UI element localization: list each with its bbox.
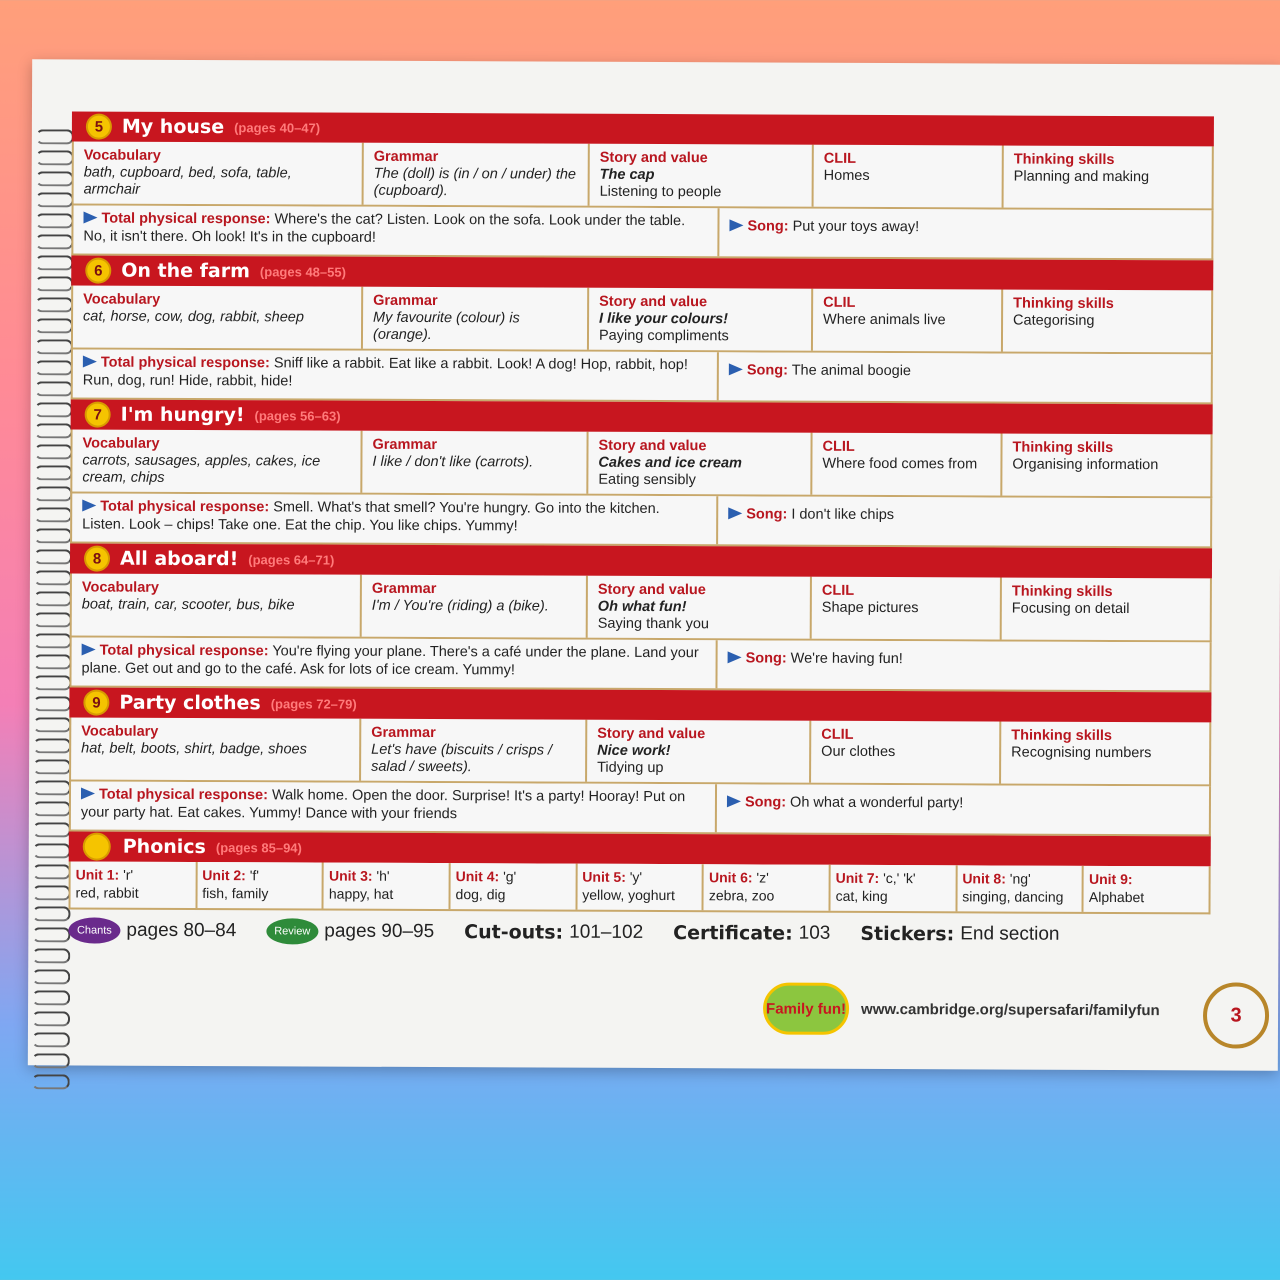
phonics-unit: Unit 4:	[455, 868, 500, 885]
spiral-ring	[34, 507, 72, 522]
phonics-row	[68, 861, 1210, 914]
phonics-sound: 'ng'	[1005, 870, 1031, 887]
flag-icon	[727, 795, 741, 807]
story-title: I like your colours!	[599, 310, 729, 328]
spiral-ring	[34, 444, 72, 459]
grammar-cell	[364, 143, 590, 206]
tpr-cell	[72, 493, 718, 544]
unit-title: My house	[121, 115, 225, 139]
flag-icon	[729, 219, 743, 231]
phonics-words: Alphabet	[1088, 888, 1145, 906]
song-title: I don't like chips	[791, 506, 895, 524]
thinking-skills-cell	[1002, 434, 1210, 497]
unit-details-row	[70, 429, 1212, 498]
tpr-text: Sniff like a rabbit. Eat like a rabbit. Look! A dog! Hop, rabbit, hop! Run, dog, run! Hide, rabbit, hide!	[82, 355, 688, 390]
story-label: Story and value	[597, 725, 706, 743]
tpr-cell	[71, 637, 717, 688]
phonics-cell	[71, 861, 198, 908]
vocabulary-label: Vocabulary	[82, 435, 160, 452]
grammar-label: Grammar	[373, 292, 438, 310]
phonics-cell	[831, 865, 958, 912]
song-label: Song:	[745, 650, 787, 667]
chants-pages: pages 80–84	[126, 919, 237, 942]
unit-section	[70, 399, 1213, 548]
vocabulary-label: Vocabulary	[83, 147, 161, 164]
spiral-ring	[34, 591, 72, 606]
tpr-song-row	[71, 349, 1213, 404]
stickers-label: Stickers:	[860, 922, 955, 946]
vocabulary-cell	[74, 141, 364, 204]
unit-section	[71, 111, 1214, 260]
spiral-ring	[36, 192, 74, 207]
unit-section	[69, 687, 1212, 836]
grammar-label: Grammar	[371, 724, 436, 742]
grammar-label: Grammar	[372, 436, 438, 454]
vocabulary-text: bath, cupboard, bed, sofa, table, armchair	[83, 164, 292, 198]
vocabulary-text: boat, train, car, scooter, bus, bike	[81, 596, 295, 614]
stickers-text: End section	[960, 923, 1060, 945]
family-fun-footer	[763, 982, 1160, 1036]
phonics-sound: 'y'	[625, 868, 643, 885]
unit-pages: (pages 72–79)	[270, 695, 357, 712]
phonics-words: happy, hat	[328, 885, 394, 902]
clil-cell	[812, 433, 1002, 496]
phonics-cell	[451, 863, 578, 910]
flag-icon	[82, 643, 96, 655]
thinking-skills-label: Thinking skills	[1013, 151, 1115, 169]
story-cell	[588, 432, 812, 495]
unit-title: All aboard!	[119, 547, 239, 571]
unit-title: Party clothes	[119, 691, 261, 715]
thinking-skills-cell	[1004, 146, 1212, 209]
song-cell	[717, 784, 1209, 834]
unit-title: I'm hungry!	[120, 403, 245, 427]
flag-icon	[83, 356, 97, 368]
tpr-song-row	[69, 637, 1211, 692]
spiral-ring	[35, 423, 73, 438]
phonics-words: red, rabbit	[75, 884, 139, 901]
tpr-label: Total physical response:	[101, 210, 271, 228]
unit-pages: (pages 40–47)	[234, 119, 321, 136]
spiral-ring	[33, 822, 71, 837]
tpr-text: You're flying your plane. There's a café under the plane. Land your plane. Get out and go to the café. Ask for lots of ice cream. Yummy!	[81, 643, 699, 679]
spiral-ring	[33, 696, 71, 711]
phonics-cell	[957, 865, 1084, 912]
phonics-header	[69, 831, 1211, 866]
clil-label: CLIL	[821, 582, 855, 599]
unit-number-badge: 8	[84, 546, 110, 572]
vocabulary-cell	[73, 285, 363, 348]
song-title: Put your toys away!	[792, 218, 920, 236]
clil-label: CLIL	[823, 294, 856, 311]
phonics-words: fish, family	[202, 885, 269, 902]
song-cell	[719, 208, 1211, 258]
song-title: We're having fun!	[790, 650, 903, 668]
unit-header	[71, 399, 1213, 434]
story-cell	[589, 288, 813, 351]
vocabulary-text: hat, belt, boots, shirt, badge, shoes	[81, 740, 307, 758]
phonics-words: yellow, yoghurt	[582, 886, 675, 904]
flag-icon	[728, 507, 742, 519]
song-label: Song:	[746, 362, 788, 379]
units-table	[68, 111, 1214, 948]
vocabulary-label: Vocabulary	[81, 579, 160, 596]
story-title: The cap	[599, 166, 655, 183]
story-value: Eating sensibly	[598, 471, 696, 489]
story-value: Saying thank you	[597, 615, 710, 633]
spiral-ring	[33, 717, 71, 732]
phonics-unit: Unit 9:	[1088, 870, 1133, 888]
phonics-sound: 'z'	[752, 869, 769, 886]
spiral-ring	[34, 570, 72, 585]
vocabulary-cell	[72, 573, 362, 636]
clil-label: CLIL	[823, 150, 857, 167]
phonics-words: dog, dig	[455, 886, 506, 903]
phonics-unit: Unit 2:	[202, 867, 246, 884]
unit-header	[71, 255, 1213, 290]
spiral-ring	[33, 738, 71, 753]
cutouts-label: Cut-outs:	[464, 921, 564, 944]
vocabulary-cell	[71, 717, 361, 780]
spiral-ring	[34, 465, 72, 480]
spiral-ring	[35, 297, 73, 312]
unit-header	[72, 111, 1214, 146]
unit-section	[69, 543, 1212, 692]
unit-details-row	[72, 141, 1214, 210]
certificate-page: 103	[798, 922, 831, 944]
song-cell	[717, 640, 1209, 690]
tpr-label: Total physical response:	[98, 786, 268, 804]
phonics-words: cat, king	[835, 887, 888, 905]
spiral-ring	[35, 318, 73, 333]
clil-label: CLIL	[822, 438, 855, 455]
tpr-song-row	[71, 205, 1213, 260]
thinking-skills-label: Thinking skills	[1012, 439, 1114, 456]
spiral-ring	[32, 1032, 70, 1047]
clil-text: Shape pictures	[821, 599, 919, 617]
tpr-song-row	[69, 781, 1211, 836]
tpr-label: Total physical response:	[100, 498, 270, 516]
spiral-ring	[34, 633, 72, 648]
review-badge: Review	[266, 918, 318, 944]
page-number: 3	[1203, 982, 1269, 1048]
phonics-unit: Unit 5:	[582, 868, 626, 885]
phonics-unit: Unit 7:	[835, 869, 880, 886]
phonics-pages: (pages 85–94)	[215, 839, 302, 855]
clil-text: Our clothes	[821, 743, 896, 761]
spiral-ring	[34, 528, 72, 543]
grammar-label: Grammar	[371, 580, 437, 598]
story-label: Story and value	[598, 437, 707, 455]
phonics-unit: Unit 6:	[708, 869, 753, 886]
story-cell	[587, 720, 811, 783]
thinking-skills-text: Categorising	[1013, 312, 1095, 329]
spiral-ring	[35, 255, 73, 270]
song-title: The animal boogie	[791, 362, 912, 380]
grammar-text: Let's have (biscuits / crisps / salad / sweets).	[371, 741, 553, 776]
story-value: Paying compliments	[598, 327, 729, 345]
spiral-ring	[36, 171, 74, 186]
tpr-label: Total physical response:	[100, 354, 270, 372]
song-cell	[718, 496, 1210, 546]
family-fun-badge: Family fun!	[763, 982, 849, 1034]
unit-details-row	[70, 573, 1212, 642]
grammar-text: I like / don't like (carrots).	[372, 453, 534, 471]
phonics-sound: 'h'	[372, 867, 390, 884]
website-link[interactable]: www.cambridge.org/supersafari/familyfun	[861, 1000, 1160, 1019]
tpr-label: Total physical response:	[99, 642, 269, 660]
grammar-cell	[362, 575, 588, 638]
spiral-ring	[35, 339, 73, 354]
flag-icon	[82, 500, 96, 512]
clil-label: CLIL	[821, 726, 854, 743]
spiral-ring	[36, 150, 74, 165]
grammar-cell	[363, 287, 589, 350]
song-label: Song:	[744, 794, 787, 811]
spiral-ring	[35, 234, 73, 249]
phonics-sound: 'g'	[499, 868, 517, 885]
spiral-ring	[32, 1011, 70, 1026]
phonics-cell	[324, 863, 451, 910]
tpr-text: Smell. What's that smell? You're hungry. Go into the kitchen. Listen. Look – chips! Take one. Eat the chip. You like chips. Yummy!	[82, 499, 660, 535]
grammar-label: Grammar	[373, 148, 439, 166]
spiral-ring	[34, 654, 72, 669]
song-title: Oh what a wonderful party!	[790, 794, 964, 812]
phonics-cell	[1084, 866, 1209, 913]
spiral-ring	[35, 276, 73, 291]
story-cell	[588, 576, 812, 639]
clil-text: Where animals live	[823, 311, 946, 329]
story-label: Story and value	[599, 149, 708, 167]
chants-badge: Chants	[68, 917, 120, 943]
spiral-ring	[32, 948, 70, 963]
unit-pages: (pages 48–55)	[259, 263, 346, 280]
grammar-text: My favourite (colour) is (orange).	[372, 309, 520, 344]
story-title: Cakes and ice cream	[598, 454, 742, 472]
phonics-title: Phonics	[122, 835, 206, 859]
clil-text: Where food comes from	[822, 455, 978, 473]
flag-icon	[81, 787, 95, 799]
clil-text: Homes	[823, 167, 870, 184]
spiral-binding	[28, 129, 76, 1119]
flag-icon	[728, 651, 742, 663]
flag-icon	[729, 363, 743, 375]
story-title: Nice work!	[597, 742, 671, 760]
vocabulary-text: cat, horse, cow, dog, rabbit, sheep	[83, 308, 304, 326]
spiral-ring	[33, 843, 71, 858]
review-pages: pages 90–95	[324, 920, 435, 943]
spiral-ring	[32, 906, 70, 921]
phonics-unit: Unit 3:	[328, 867, 373, 884]
story-value: Listening to people	[599, 183, 722, 201]
phonics-unit: Unit 1:	[75, 866, 120, 883]
unit-number-badge: 7	[85, 402, 111, 428]
story-title: Oh what fun!	[597, 598, 687, 616]
tpr-text: Walk home. Open the door. Surprise! It's a party! Hooray! Put on your party hat. Eat cakes. Yummy! Dance with your friends	[80, 787, 686, 823]
phonics-cell	[197, 862, 324, 909]
thinking-skills-cell	[1002, 578, 1210, 641]
vocabulary-text: carrots, sausages, apples, cakes, ice cream, chips	[82, 452, 321, 486]
certificate-label: Certificate:	[673, 922, 793, 945]
vocabulary-cell	[72, 429, 362, 492]
unit-number-badge: 5	[86, 114, 112, 140]
tpr-cell	[73, 349, 719, 400]
phonics-words: zebra, zoo	[708, 887, 775, 904]
vocabulary-label: Vocabulary	[81, 723, 159, 740]
spiral-ring	[32, 1074, 70, 1089]
thinking-skills-text: Focusing on detail	[1011, 600, 1130, 618]
phonics-unit: Unit 8:	[962, 870, 1006, 887]
thinking-skills-label: Thinking skills	[1011, 583, 1113, 600]
spiral-ring	[35, 213, 73, 228]
grammar-cell	[361, 719, 587, 782]
vocabulary-label: Vocabulary	[83, 291, 161, 308]
thinking-skills-text: Recognising numbers	[1011, 744, 1152, 762]
spiral-ring	[34, 612, 72, 627]
spiral-ring	[33, 801, 71, 816]
song-label: Song:	[746, 506, 788, 523]
spiral-ring	[33, 885, 71, 900]
phonics-cell	[704, 864, 831, 911]
spiral-ring	[32, 969, 70, 984]
tpr-cell	[71, 781, 717, 832]
unit-title: On the farm	[121, 259, 250, 283]
workbook-page	[28, 59, 1280, 1070]
spiral-ring	[35, 381, 73, 396]
clil-cell	[812, 577, 1002, 640]
thinking-skills-text: Planning and making	[1013, 168, 1150, 186]
tpr-song-row	[70, 493, 1212, 548]
resources-line	[68, 917, 1210, 948]
story-label: Story and value	[597, 581, 706, 599]
thinking-skills-cell	[1001, 722, 1209, 785]
tpr-cell	[73, 205, 719, 256]
story-label: Story and value	[599, 293, 708, 311]
phonics-cell	[577, 864, 704, 911]
unit-header	[69, 687, 1211, 722]
spiral-ring	[34, 486, 72, 501]
spiral-ring	[35, 360, 73, 375]
phonics-sound: 'f'	[245, 867, 260, 884]
spiral-ring	[33, 864, 71, 879]
story-value: Tidying up	[597, 759, 664, 777]
unit-pages: (pages 64–71)	[248, 551, 335, 568]
thinking-skills-cell	[1003, 290, 1211, 353]
thinking-skills-text: Organising information	[1012, 456, 1159, 474]
thinking-skills-label: Thinking skills	[1011, 727, 1113, 744]
unit-number-badge: 9	[83, 690, 109, 716]
story-cell	[590, 144, 814, 207]
phonics-badge	[83, 833, 111, 861]
grammar-text: The (doll) is (in / on / under) the (cupboard).	[373, 165, 577, 200]
unit-number-badge: 6	[85, 258, 111, 284]
unit-details-row	[71, 285, 1213, 354]
spiral-ring	[35, 402, 73, 417]
phonics-sound: 'c,' 'k'	[879, 869, 916, 887]
flag-icon	[83, 212, 97, 224]
spiral-ring	[33, 759, 71, 774]
thinking-skills-label: Thinking skills	[1013, 295, 1114, 312]
spiral-ring	[36, 129, 74, 144]
grammar-text: I'm / You're (riding) a (bike).	[371, 597, 549, 615]
spiral-ring	[33, 780, 71, 795]
song-label: Song:	[747, 218, 789, 235]
spiral-ring	[32, 1053, 70, 1068]
spiral-ring	[33, 675, 71, 690]
unit-header	[70, 543, 1212, 578]
tpr-text: Where's the cat? Listen. Look on the sofa. Look under the table. No, it isn't there. Oh look! It's in the cupboard!	[83, 211, 686, 246]
clil-cell	[814, 145, 1004, 208]
unit-pages: (pages 56–63)	[254, 407, 341, 424]
grammar-cell	[362, 431, 588, 494]
cutouts-pages: 101–102	[569, 921, 644, 943]
spiral-ring	[34, 549, 72, 564]
song-cell	[719, 352, 1211, 402]
clil-cell	[813, 289, 1003, 352]
spiral-ring	[32, 927, 70, 942]
phonics-sound: 'r'	[119, 866, 134, 883]
phonics-words: singing, dancing	[962, 888, 1064, 905]
clil-cell	[811, 721, 1001, 784]
unit-section	[71, 255, 1214, 404]
unit-details-row	[69, 717, 1211, 786]
spiral-ring	[32, 990, 70, 1005]
